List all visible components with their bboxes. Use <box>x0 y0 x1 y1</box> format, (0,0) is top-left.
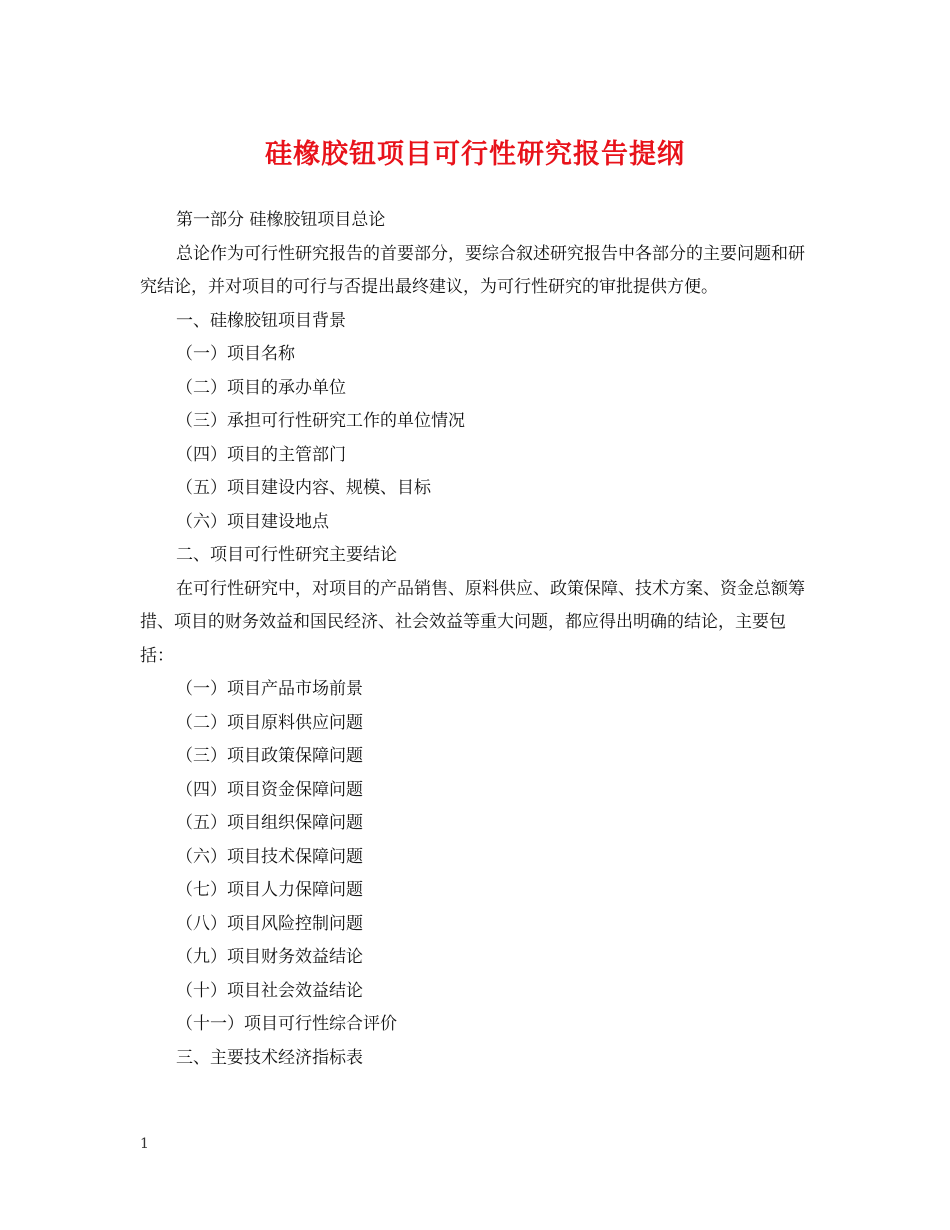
part1-heading: 第一部分 硅橡胶钮项目总论 <box>176 210 386 230</box>
section2-heading: 二、项目可行性研究主要结论 <box>176 545 397 565</box>
section1-item-4: （四）项目的主管部门 <box>176 444 346 465</box>
section2-item-7: （七）项目人力保障问题 <box>176 880 363 900</box>
section2-item-8: （八）项目风险控制问题 <box>176 913 363 934</box>
intro-paragraph: 总论作为可行性研究报告的首要部分，要综合叙述研究报告中各部分的主要问题和研究结论，并对项目的可行与否提出最终建议，为可行性研究的审批提供方便。 <box>140 243 805 297</box>
section2-item-6: （六）项目技术保障问题 <box>176 846 363 867</box>
page-number: 1 <box>140 1136 149 1152</box>
section3-heading: 三、主要技术经济指标表 <box>176 1047 363 1068</box>
section1-item-6: （六）项目建设地点 <box>176 511 329 532</box>
document-body <box>140 204 815 1075</box>
section2-item-4: （四）项目资金保障问题 <box>176 779 363 800</box>
section2-item-5: （五）项目组织保障问题 <box>176 813 363 833</box>
section2-paragraph: 在可行性研究中，对项目的产品销售、原料供应、政策保障、技术方案、资金总额筹措、项目的财务效益和国民经济、社会效益等重大问题，都应得出明确的结论，主要包括： <box>140 578 805 666</box>
section2-item-3: （三）项目政策保障问题 <box>176 746 363 766</box>
document-title: 硅橡胶钮项目可行性研究报告提纲 <box>265 139 685 170</box>
section1-item-1: （一）项目名称 <box>176 344 295 364</box>
section2-item-1: （一）项目产品市场前景 <box>176 679 363 699</box>
section1-item-3: （三）承担可行性研究工作的单位情况 <box>176 411 465 431</box>
section1-item-5: （五）项目建设内容、规模、目标 <box>176 478 431 498</box>
section1-item-2: （二）项目的承办单位 <box>176 377 346 398</box>
section2-item-10: （十）项目社会效益结论 <box>176 980 363 1001</box>
section2-item-2: （二）项目原料供应问题 <box>176 712 363 733</box>
section2-item-11: （十一）项目可行性综合评价 <box>176 1014 397 1034</box>
section1-heading: 一、硅橡胶钮项目背景 <box>176 310 346 331</box>
section2-item-9: （九）项目财务效益结论 <box>176 947 363 967</box>
